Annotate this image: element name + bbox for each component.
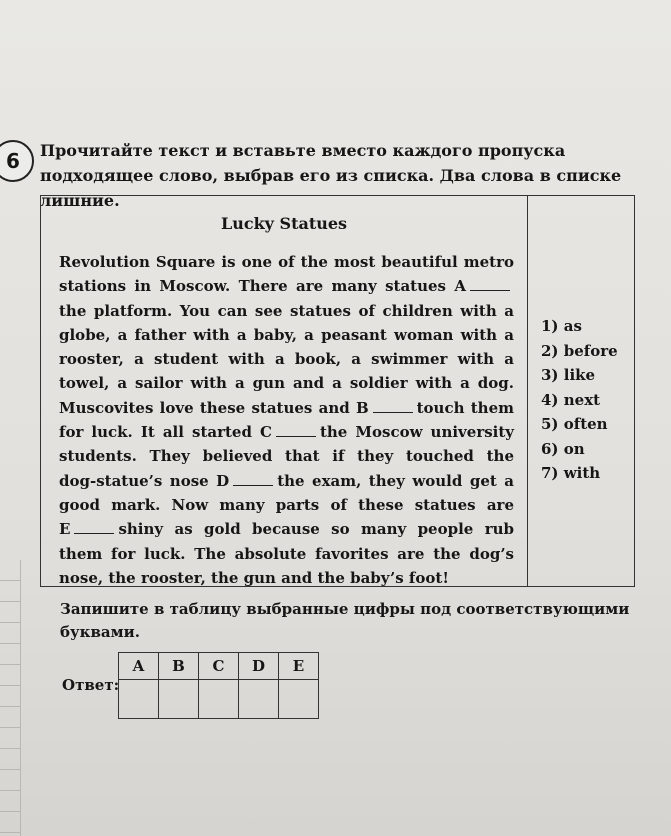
text-line xyxy=(59,517,514,541)
answer-cell[interactable] xyxy=(119,680,159,719)
text-fragment: stations in Moscow. There are many statues A xyxy=(59,277,466,296)
text-line xyxy=(59,542,514,566)
text-fragment: Revolution Square is one of the most beautiful metro xyxy=(59,253,514,271)
text-title: Lucky Statues xyxy=(220,214,348,233)
text-line xyxy=(59,371,514,395)
text-line xyxy=(59,469,514,493)
text-fragment: towel, a sailor with a gun and a soldier with a dog. xyxy=(59,374,514,393)
text-fragment: dog-statue’s nose D xyxy=(59,471,230,490)
word-option: 1) as xyxy=(541,317,582,335)
text-line xyxy=(59,493,514,517)
text-fragment: Muscovites love these statues and B xyxy=(59,398,369,417)
blank-gap[interactable] xyxy=(276,423,316,437)
word-option: 6) on xyxy=(541,439,585,458)
text-fragment: good mark. Now many parts of these statues are xyxy=(59,495,514,514)
answer-column-letter: E xyxy=(279,653,319,680)
text-line xyxy=(59,566,514,590)
answer-instruction: Запишите в таблицу выбранные цифры под соответствующими буквами. xyxy=(60,600,630,641)
answer-table xyxy=(118,652,319,719)
text-fragment: globe, a father with a baby, a peasant woman with a xyxy=(59,325,514,344)
text-line xyxy=(59,274,514,298)
column-divider xyxy=(527,196,528,586)
text-line xyxy=(59,396,514,420)
task-box xyxy=(40,195,635,587)
word-option: 7) with xyxy=(541,464,601,482)
task-instruction: Прочитайте текст и вставьте вместо каждого пропуска подходящее слово, выбрав его из списка. Два слова в списке лишние. xyxy=(40,141,622,210)
answer-cell[interactable] xyxy=(279,680,319,719)
text-fragment: the platform. You can see statues of children with a xyxy=(59,301,514,320)
text-line xyxy=(59,323,514,347)
text-fragment: touch them xyxy=(416,398,514,417)
text-line xyxy=(59,347,514,371)
text-line xyxy=(59,420,514,444)
word-option: 3) like xyxy=(541,366,596,384)
task-number-badge: 6 xyxy=(0,140,34,182)
word-options-list xyxy=(541,314,618,486)
answer-label: Ответ: xyxy=(62,676,120,694)
text-line xyxy=(59,444,514,468)
answer-column-letter: A xyxy=(119,653,159,680)
text-fragment: them for luck. The absolute favorites are the dog’s xyxy=(59,544,514,563)
text-fragment: the Moscow university xyxy=(319,423,515,442)
text-fragment: shiny as gold because so many people rub xyxy=(118,520,514,539)
word-option: 2) before xyxy=(541,341,618,360)
blank-gap[interactable] xyxy=(233,472,273,486)
text-fragment: E xyxy=(59,520,71,539)
text-line xyxy=(59,250,514,274)
text-fragment: for luck. It all started C xyxy=(59,423,272,442)
answer-cell[interactable] xyxy=(159,680,199,719)
answer-column-letter: C xyxy=(199,653,239,680)
answer-column-letter: B xyxy=(159,653,199,680)
text-body xyxy=(59,250,514,590)
answer-column-letter: D xyxy=(239,653,279,680)
word-option: 5) often xyxy=(541,415,608,433)
answer-cell[interactable] xyxy=(239,680,279,719)
word-option: 4) next xyxy=(541,390,601,409)
text-fragment: students. They believed that if they touched the xyxy=(59,447,514,466)
blank-gap[interactable] xyxy=(373,399,413,413)
text-fragment: the exam, they would get a xyxy=(277,471,514,490)
margin-ruling xyxy=(0,560,21,836)
answer-cell[interactable] xyxy=(199,680,239,719)
text-fragment: rooster, a student with a book, a swimmer with a xyxy=(59,350,514,369)
text-line xyxy=(59,299,514,323)
blank-gap[interactable] xyxy=(74,520,114,534)
text-fragment: nose, the rooster, the gun and the baby’s foot! xyxy=(59,568,449,587)
blank-gap[interactable] xyxy=(470,277,510,291)
